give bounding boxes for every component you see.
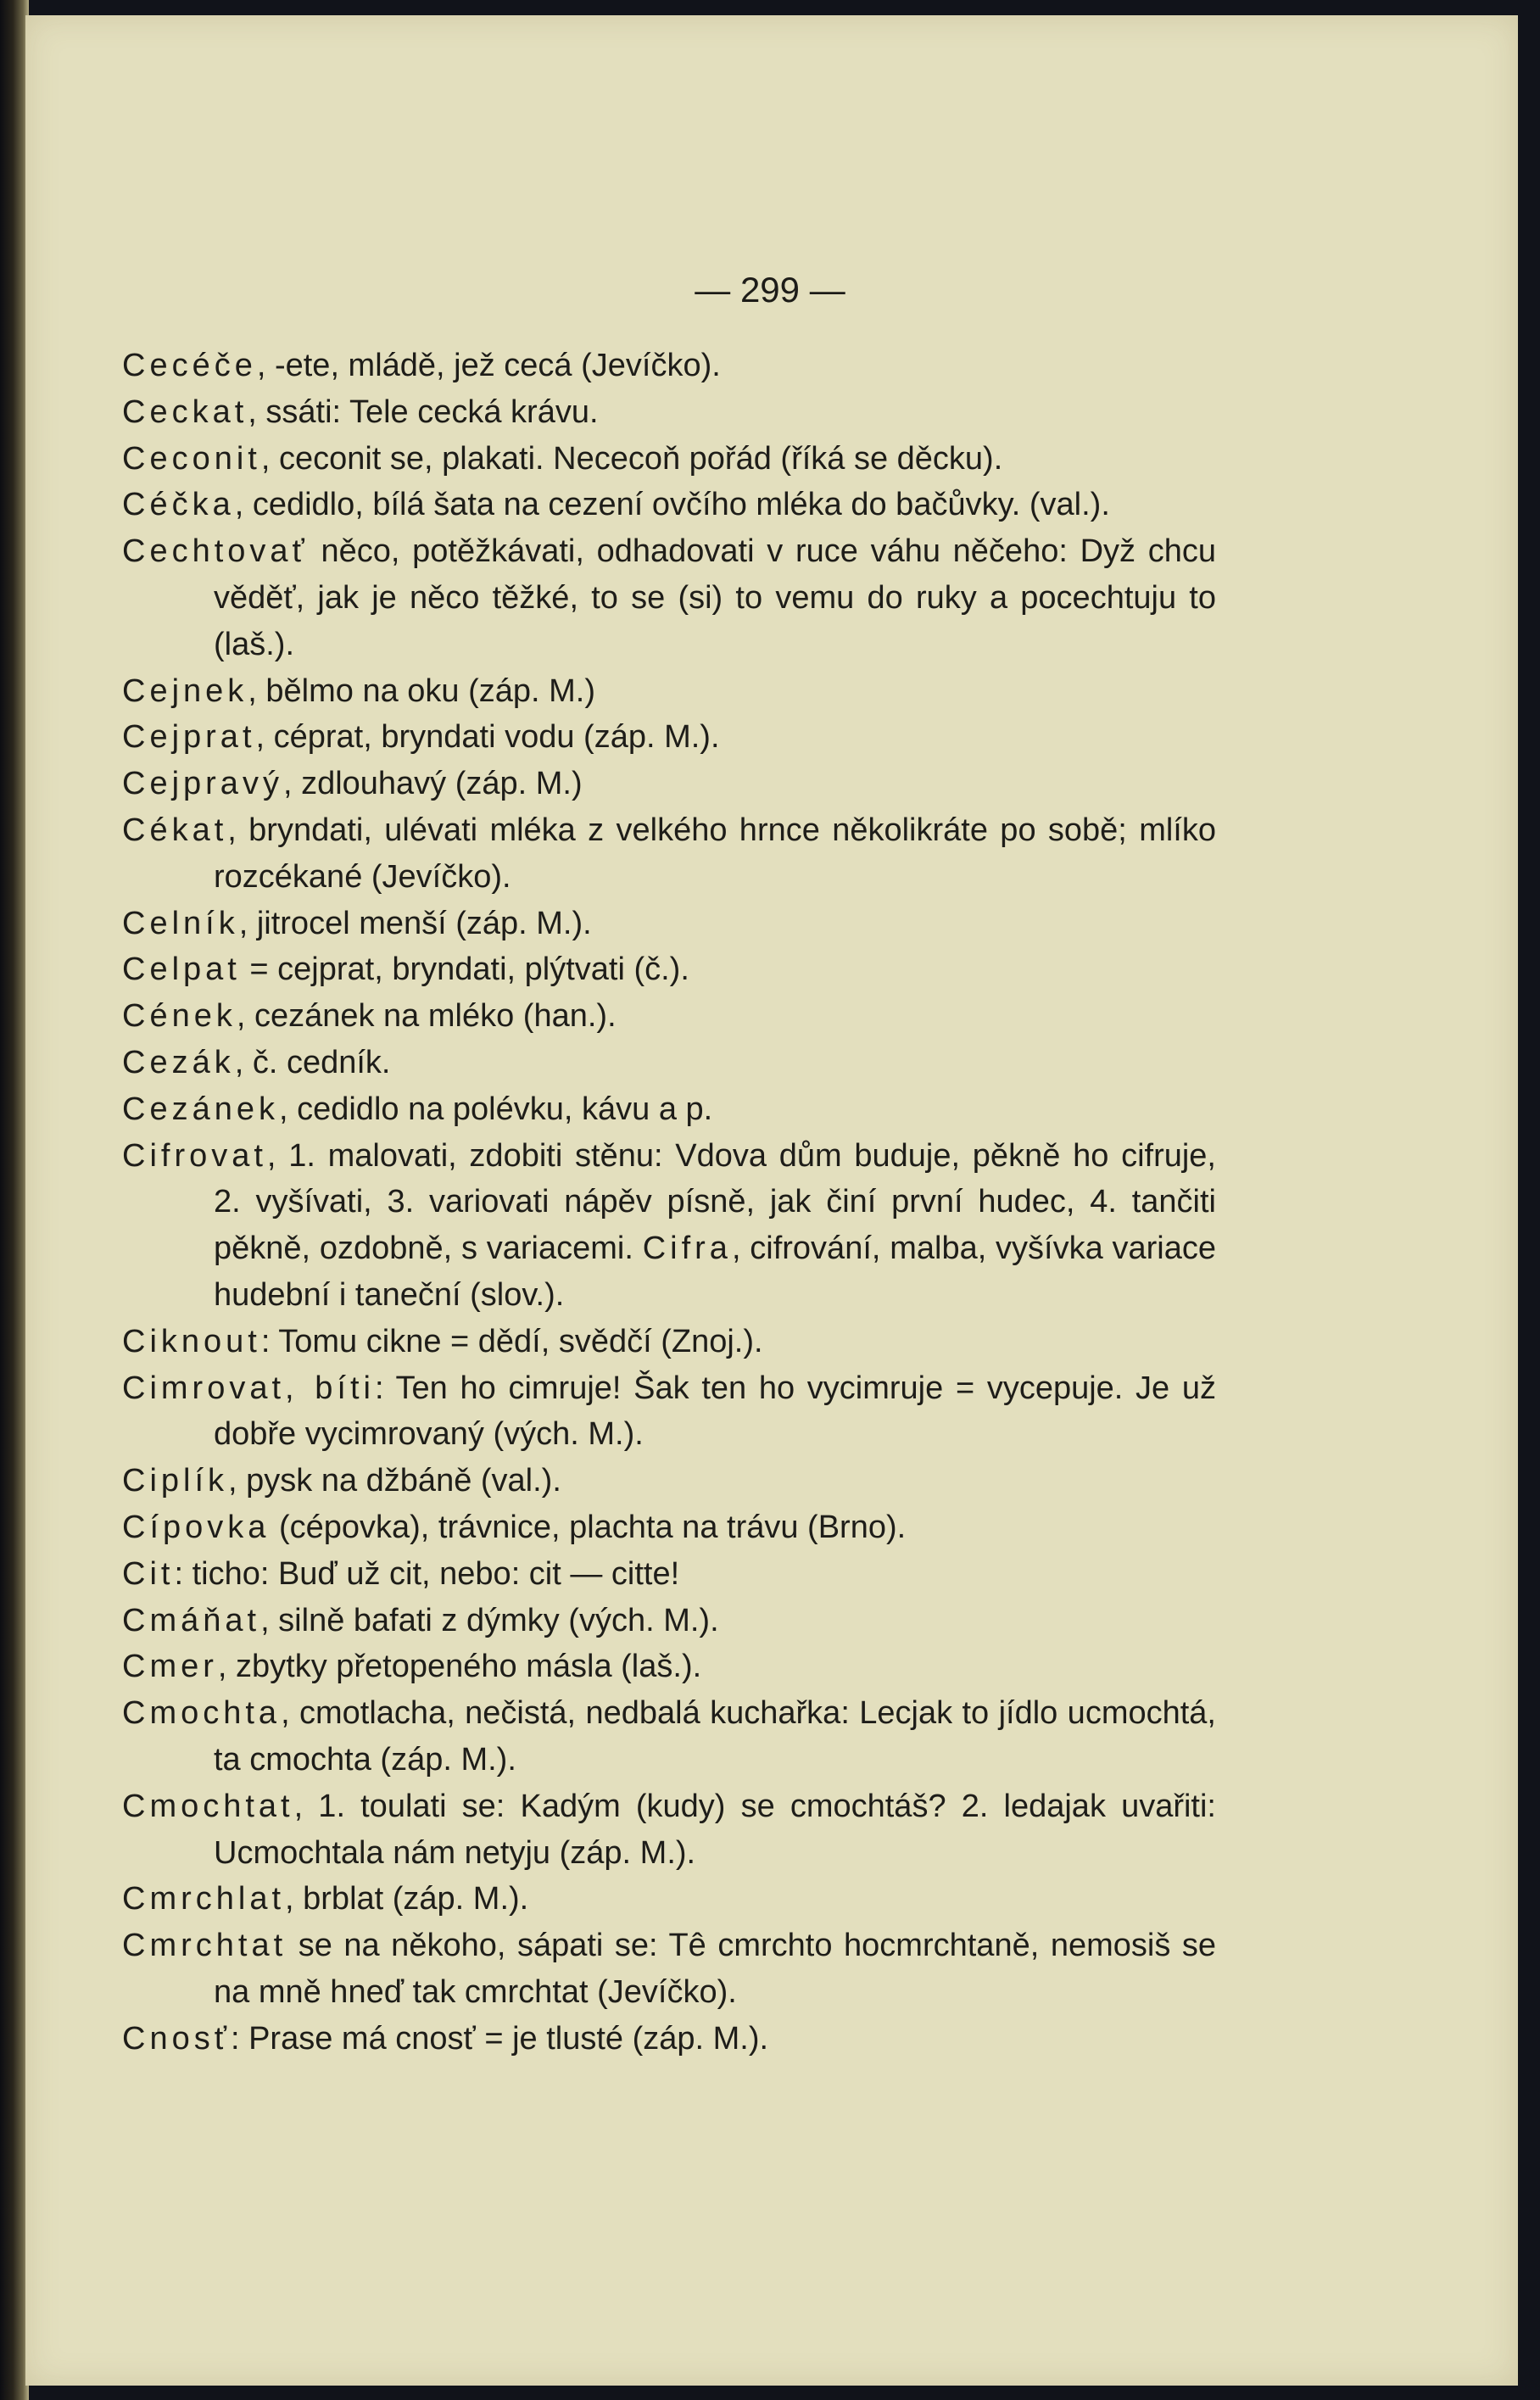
dictionary-entry xyxy=(122,1133,1216,1319)
entry-headword: Cének xyxy=(122,998,237,1035)
dictionary-entry xyxy=(122,1598,1216,1644)
dictionary-entry xyxy=(122,1319,1216,1365)
dictionary-entry xyxy=(122,482,1216,528)
entry-headword: Cimrovat, bíti xyxy=(122,1370,375,1406)
entry-definition: (cépovka), trávnice, plachta na trávu (Brno). xyxy=(270,1509,907,1545)
dictionary-entry xyxy=(122,1690,1216,1783)
entry-definition: , pysk na džbáně (val.). xyxy=(228,1463,561,1499)
entry-definition: , 1. toulati se: Kadým (kudy) se cmochtáš? 2. ledajak uvařiti: Ucmochtala nám netyju (záp. M.). xyxy=(214,1788,1216,1871)
dictionary-entry xyxy=(122,1644,1216,1690)
dictionary-entry xyxy=(122,1876,1216,1923)
dictionary-entry xyxy=(122,1783,1216,1877)
entry-headword: Cejprat xyxy=(122,719,256,756)
entry-definition: , -ete, mládě, jež cecá (Jevíčko). xyxy=(256,348,721,383)
dictionary-entry xyxy=(122,1458,1216,1504)
entry-headword: Cmrchtat xyxy=(122,1928,287,1964)
entry-definition: , brblat (záp. M.). xyxy=(285,1881,529,1917)
entry-definition: , č. cedník. xyxy=(234,1044,391,1080)
entry-definition: , bělmo na oku (záp. M.) xyxy=(248,673,596,709)
dictionary-entry xyxy=(122,1504,1216,1551)
dictionary-entry xyxy=(122,668,1216,715)
entry-definition: , zdlouhavý (záp. M.) xyxy=(282,766,583,802)
entry-definition: , ssáti: Tele cecká krávu. xyxy=(248,393,599,430)
entry-headword: Cifrovat xyxy=(122,1137,267,1174)
entry-definition: , jitrocel menší (záp. M.). xyxy=(238,905,592,941)
entry-headword: Cejpravý xyxy=(122,766,283,802)
entry-headword: Cezánek xyxy=(122,1091,279,1127)
entry-sub-headword: Cifra xyxy=(642,1231,732,1267)
entry-definition: = cejprat, bryndati, plýtvati (č.). xyxy=(240,952,689,988)
entry-headword: Cezák xyxy=(122,1044,235,1080)
book-spine xyxy=(0,0,29,2400)
entry-headword: Cípovka xyxy=(122,1509,271,1545)
entry-headword: Ceckat xyxy=(122,393,248,430)
entry-headword: Ciknout xyxy=(122,1323,261,1359)
entry-headword: Cmer xyxy=(122,1649,218,1685)
entry-definition: : Prase má cnosť = je tlusté (záp. M.). xyxy=(230,2020,769,2057)
dictionary-entry xyxy=(122,1923,1216,2016)
entry-definition: , zbytky přetopeného másla (laš.). xyxy=(217,1649,702,1685)
entry-definition: , cedidlo na polévku, kávu a p. xyxy=(278,1091,713,1127)
dictionary-entry xyxy=(122,807,1216,901)
entry-headword: Ceconit xyxy=(122,440,261,477)
dictionary-entry xyxy=(122,714,1216,761)
entry-definition: : Ten ho cimruje! Šak ten ho vycimruje = vycepuje. Je už dobře vycimrovaný (vých. M.). xyxy=(214,1370,1217,1453)
entry-headword: Cmochtat xyxy=(122,1788,294,1824)
entry-definition: , 1. malovati, zdobiti stěnu: Vdova dům buduje, pěkně ho cifruje, 2. vyšívati, 3. variovati nápěv písně, jak činí první hudec, 4. tančiti pěkně, ozdobně, s variacemi. xyxy=(214,1137,1216,1267)
entry-headword: Celpat xyxy=(122,952,241,988)
entry-headword: Cechtovať xyxy=(122,533,309,570)
entry-headword: Cékat xyxy=(122,812,228,848)
entry-definition: něco, potěžkávati, odhadovati v ruce váhu něčeho: Dyž chcu věděť, jak je něco těžké, to se (si) to vemu do ruky a pocechtuju to (laš.). xyxy=(214,533,1216,662)
entry-definition: , silně bafati z dýmky (vých. M.). xyxy=(260,1602,719,1638)
entry-definition: : ticho: Buď už cit, nebo: cit — citte! xyxy=(174,1555,680,1592)
dictionary-entries xyxy=(122,343,1216,2062)
dictionary-entry xyxy=(122,343,1216,389)
dictionary-entry xyxy=(122,1040,1216,1086)
entry-definition: : Tomu cikne = dědí, svědčí (Znoj.). xyxy=(260,1323,763,1359)
entry-definition: , cmotlacha, nečistá, nedbalá kuchařka: Lecjak to jídlo ucmochtá, ta cmochta (záp. M.). xyxy=(214,1695,1216,1778)
entry-definition: , ceconit se, plakati. Nececoň pořád (říká se děcku). xyxy=(260,440,1003,477)
entry-headword: Cnosť xyxy=(122,2020,231,2057)
dictionary-entry xyxy=(122,901,1216,947)
entry-headword: Cejnek xyxy=(122,673,248,709)
entry-sub-definition: , cifrování, malba, vyšívka variace hudební i taneční (slov.). xyxy=(214,1231,1216,1313)
dictionary-entry xyxy=(122,1551,1216,1598)
dictionary-entry xyxy=(122,2016,1216,2062)
entry-headword: Cecéče xyxy=(122,348,257,383)
dictionary-entry xyxy=(122,993,1216,1040)
entry-headword: Cit xyxy=(122,1555,175,1592)
entry-definition: , cezánek na mléko (han.). xyxy=(236,998,617,1035)
dictionary-entry xyxy=(122,389,1216,436)
entry-headword: Cmochta xyxy=(122,1695,282,1732)
entry-definition: , bryndati, ulévati mléka z velkého hrnce několikráte po sobě; mlíko rozcékané (Jevíčko). xyxy=(214,812,1216,895)
entry-headword: Cmáňat xyxy=(122,1602,261,1638)
entry-headword: Celník xyxy=(122,905,239,941)
dictionary-entry xyxy=(122,761,1216,807)
dictionary-entry xyxy=(122,1365,1216,1459)
entry-definition: , céprat, bryndati vodu (záp. M.). xyxy=(255,719,720,756)
entry-definition: , cedidlo, bílá šata na cezení ovčího mléka do bačůvky. (val.). xyxy=(234,487,1110,523)
dictionary-entry xyxy=(122,528,1216,667)
entry-headword: Cmrchlat xyxy=(122,1881,286,1917)
entry-headword: Ciplík xyxy=(122,1463,229,1499)
dictionary-entry xyxy=(122,436,1216,483)
entry-headword: Céčka xyxy=(122,487,235,523)
dictionary-entry xyxy=(122,946,1216,993)
dictionary-entry xyxy=(122,1086,1216,1133)
entry-definition: se na někoho, sápati se: Tê cmrchto hocmrchtaně, nemosiš se na mně hneď tak cmrchtat (Jevíčko). xyxy=(214,1928,1216,2010)
page-number: — 299 — xyxy=(695,270,845,310)
